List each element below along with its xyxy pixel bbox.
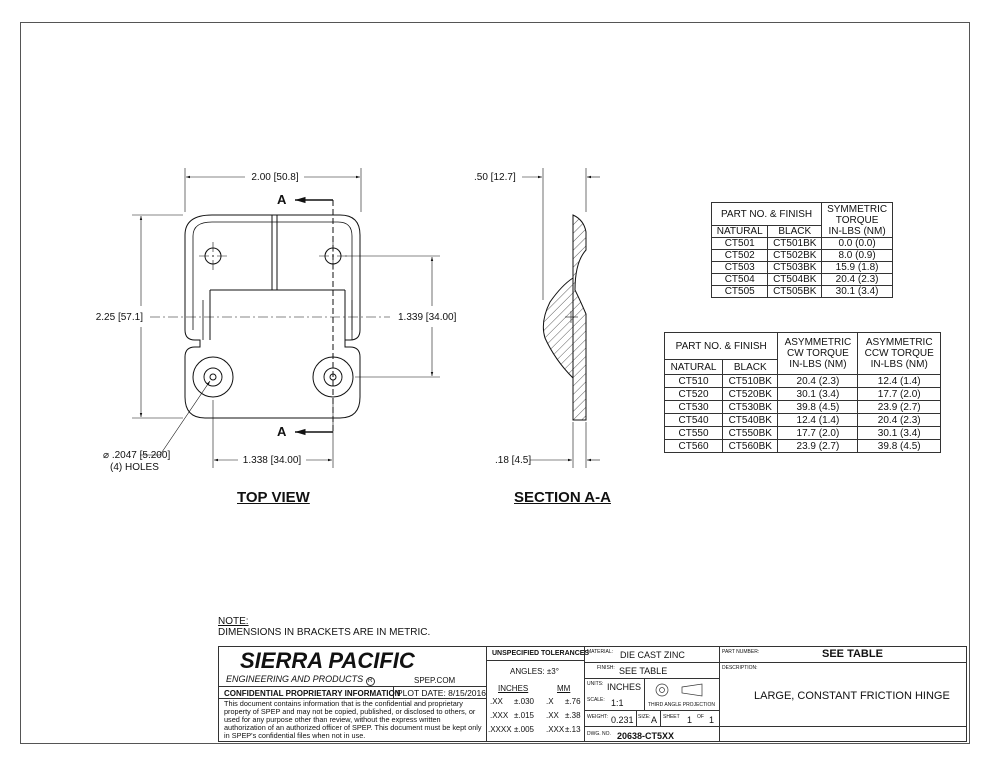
projection-label: THIRD ANGLE PROJECTION: [648, 702, 715, 708]
finish-value: SEE TABLE: [619, 666, 668, 676]
svg-text:2.00 [50.8]: 2.00 [50.8]: [251, 172, 299, 183]
asym-header-ccw: ASYMMETRIC CCW TORQUE IN-LBS (NM): [858, 333, 941, 375]
sym-header-torque: SYMMETRIC TORQUE IN-LBS (NM): [822, 203, 893, 238]
table-row: CT502 CT502BK 8.0 (0.9): [712, 250, 893, 262]
sym-sub-black: BLACK: [768, 226, 822, 238]
section-label-top: A: [277, 192, 287, 207]
material-value: DIE CAST ZINC: [620, 650, 685, 660]
table-row: CT560 CT560BK 23.9 (2.7) 39.8 (4.5): [665, 440, 941, 453]
dwg-label: DWG. NO.: [587, 731, 611, 737]
asym-header-cw: ASYMMETRIC CW TORQUE IN-LBS (NM): [778, 333, 858, 375]
dim-width: 2.00: [251, 172, 271, 183]
size-value: A: [651, 715, 658, 725]
dim-height: 2.25: [95, 312, 116, 323]
size-label: SIZE:: [638, 714, 651, 720]
svg-text:1.338 [34.00]: 1.338 [34.00]: [242, 455, 302, 466]
sheet-label: SHEET: [663, 714, 680, 720]
section-view-title: SECTION A-A: [514, 489, 611, 506]
section-view: [522, 168, 600, 468]
asym-sub-black: BLACK: [723, 360, 778, 375]
section-profile: [543, 215, 586, 420]
registered-mark: R: [366, 677, 375, 686]
weight-value: 0.231: [611, 715, 634, 725]
top-view: [132, 168, 440, 468]
svg-text:2.25 [57.1]: 2.25 [57.1]: [95, 312, 143, 323]
sym-sub-natural: NATURAL: [712, 226, 768, 238]
description-label: DESCRIPTION:: [722, 665, 758, 671]
section-dims: [474, 172, 531, 466]
of-label: OF: [697, 714, 704, 720]
tolerance-mm-label: MM: [557, 684, 571, 693]
svg-text:.18 [4.5]: .18 [4.5]: [495, 455, 532, 466]
dim-hole-v: 1.339: [398, 312, 424, 323]
tol-row: .XX: [490, 697, 503, 706]
note-heading: NOTE:: [218, 616, 249, 627]
units-value: INCHES: [607, 682, 642, 692]
section-label-bottom: A: [277, 424, 287, 439]
boss-bottom-left: [193, 357, 233, 397]
material-label: MATERIAL:: [587, 649, 614, 655]
dim-height-metric: 57.1: [120, 312, 141, 323]
top-view-dims: [96, 172, 457, 473]
dim-hole-h-metric: 34.00: [273, 455, 299, 466]
svg-text:.50 [12.7]: .50 [12.7]: [474, 172, 516, 183]
scale-label: SCALE:: [587, 697, 605, 703]
finish-label: FINISH:: [597, 665, 615, 671]
hole-count: (4) HOLES: [110, 462, 159, 473]
hole-dia-metric: 5.200: [142, 450, 168, 461]
dim-section-top: .50: [474, 172, 488, 183]
confidential-heading: CONFIDENTIAL PROPRIETARY INFORMATION: [224, 689, 401, 698]
dim-section-bottom: .18: [495, 455, 509, 466]
table-row: CT540 CT540BK 12.4 (1.4) 20.4 (2.3): [665, 414, 941, 427]
dim-section-top-metric: 12.7: [493, 172, 513, 183]
tolerance-heading: UNSPECIFIED TOLERANCES: [492, 650, 590, 657]
table-row: CT505 CT505BK 30.1 (3.4): [712, 286, 893, 298]
table-row: CT550 CT550BK 17.7 (2.0) 30.1 (3.4): [665, 427, 941, 440]
table-row: CT530 CT530BK 39.8 (4.5) 23.9 (2.7): [665, 401, 941, 414]
weight-label: WEIGHT:: [587, 714, 608, 720]
dwg-number: 20638-CT5XX: [617, 731, 675, 741]
table-row: CT504 CT504BK 20.4 (2.3): [712, 274, 893, 286]
description-value: LARGE, CONSTANT FRICTION HINGE: [754, 690, 950, 702]
sym-header-part: PART NO. & FINISH: [712, 203, 822, 226]
asymmetric-table: [664, 332, 941, 453]
company-logo: SIERRA PACIFIC: [240, 648, 415, 673]
dim-width-metric: 50.8: [276, 172, 296, 183]
part-number-value: SEE TABLE: [822, 648, 883, 660]
company-sub: ENGINEERING AND PRODUCTS R: [226, 674, 375, 686]
tolerance-angles: ANGLES: ±3°: [510, 667, 559, 676]
scale-value: 1:1: [611, 698, 624, 708]
note-text: DIMENSIONS IN BRACKETS ARE IN METRIC.: [218, 627, 431, 638]
tol-row: .XXX: [490, 711, 509, 720]
of-value: 1: [709, 715, 715, 725]
dim-hole-v-metric: 34.00: [428, 312, 454, 323]
company-website: SPEP.COM: [414, 676, 456, 685]
projection-symbol-icon: [652, 682, 712, 700]
asym-header-part: PART NO. & FINISH: [665, 333, 778, 360]
dim-hole-h: 1.338: [242, 455, 268, 466]
table-row: CT503 CT503BK 15.9 (1.8): [712, 262, 893, 274]
asym-sub-natural: NATURAL: [665, 360, 723, 375]
symmetric-table: [711, 202, 893, 298]
svg-text:1.339 [34.00]: 1.339 [34.00]: [398, 312, 457, 323]
dim-section-bottom-metric: 4.5: [514, 455, 529, 466]
tol-row: .XXXX: [488, 725, 512, 734]
table-row: CT520 CT520BK 30.1 (3.4) 17.7 (2.0): [665, 388, 941, 401]
hole-dia: .2047: [111, 450, 137, 461]
plot-date: PLOT DATE: 8/15/2016: [397, 688, 486, 698]
svg-text:⌀ .2047 [5.200]: ⌀ .2047 [5.200]: [103, 450, 171, 461]
table-row: CT501 CT501BK 0.0 (0.0): [712, 238, 893, 250]
confidential-text: This document contains information that is the confidential and proprietary property of SPEP and may not be copied, published, or disclosed to others, or used for any purpose other than review, without the express written authorization of an authorized officer of SPEP. This document must be kept only in SPEP's confidential files when not in use.: [224, 699, 482, 740]
table-row: CT510 CT510BK 20.4 (2.3) 12.4 (1.4): [665, 375, 941, 388]
tolerance-inches-label: INCHES: [498, 684, 529, 693]
part-number-label: PART NUMBER:: [722, 649, 760, 655]
units-label: UNITS:: [587, 681, 604, 687]
sheet-value: 1: [687, 715, 693, 725]
top-view-title: TOP VIEW: [237, 489, 310, 506]
hinge-inner: [212, 222, 352, 330]
